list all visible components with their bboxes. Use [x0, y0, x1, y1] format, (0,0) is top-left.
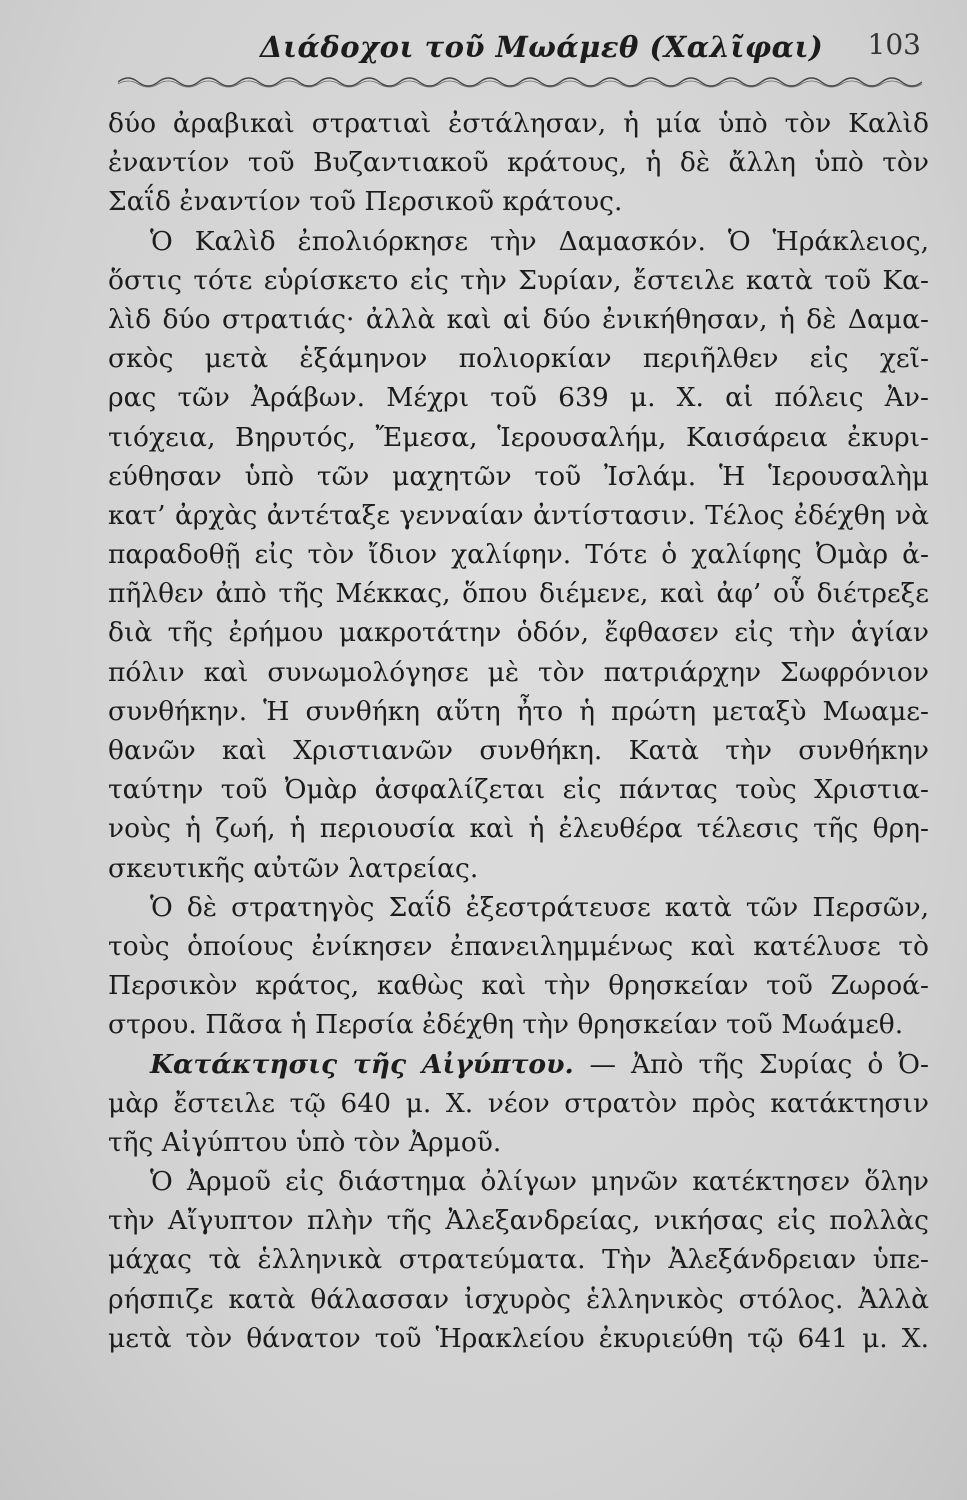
line-text: στρου. Πᾶσα ἡ Περσία ἐδέχθη τὴν θρησκείαν τοῦ Μωάμεθ.: [108, 1009, 904, 1041]
text-line: [108, 1123, 929, 1162]
line-text: μετὰ τὸν θάνατον τοῦ Ἡρακλείου ἐκυριεύθη τῷ 641 μ. Χ.: [108, 1322, 929, 1354]
text-line: [108, 1319, 929, 1358]
text-line: [108, 143, 929, 182]
text-line: [108, 653, 929, 692]
page-header: [110, 26, 927, 72]
text-line: [108, 1201, 929, 1240]
text-line: [108, 535, 929, 574]
line-text: σκευτικῆς αὐτῶν λατρείας.: [108, 852, 479, 884]
text-line: [108, 496, 929, 535]
text-line: [108, 104, 929, 143]
ornamental-rule: [118, 74, 922, 88]
line-text: μὰρ ἔστειλε τῷ 640 μ. Χ. νέον στρατὸν πρὸς κατάκτησιν: [108, 1087, 929, 1119]
text-line: [108, 1240, 929, 1279]
text-line: [108, 1280, 929, 1319]
line-text: παραδοθῇ εἰς τὸν ἴδιον χαλίφην. Τότε ὁ χαλίφης Ὀμὰρ ἀ-: [108, 539, 929, 571]
text-line: [108, 1005, 929, 1044]
text-line: [108, 378, 929, 417]
section-heading: Κατάκτησις τῆς Αἰγύπτου.: [150, 1048, 590, 1080]
text-line: [108, 613, 929, 652]
line-text: — Ἀπὸ τῆς Συρίας ὁ Ὀ-: [589, 1048, 929, 1080]
line-text: διὰ τῆς ἐρήμου μακροτάτην ὁδόν, ἔφθασεν εἰς τὴν ἁγίαν: [108, 617, 929, 649]
body-text: [108, 104, 929, 1358]
text-line: [108, 966, 929, 1005]
text-line: [108, 1162, 929, 1201]
text-line: [108, 692, 929, 731]
text-line: [108, 457, 929, 496]
text-line: [108, 1084, 929, 1123]
line-text: Περσικὸν κράτος, καθὼς καὶ τὴν θρησκείαν τοῦ Ζωροά-: [108, 970, 929, 1002]
line-text: ὅστις τότε εὑρίσκετο εἰς τὴν Συρίαν, ἔστειλε κατὰ τοῦ Κα-: [108, 264, 929, 296]
line-text: θανῶν καὶ Χριστιανῶν συνθήκη. Κατὰ τὴν συνθήκην: [108, 735, 929, 766]
text-line: [108, 731, 929, 770]
text-line: [108, 770, 929, 809]
line-text: Ὁ Καλὶδ ἐπολιόρκησε τὴν Δαμασκόν. Ὁ Ἡράκλειος,: [150, 225, 929, 257]
text-line: [108, 888, 929, 927]
line-text: Ὁ Ἀρμοῦ εἰς διάστημα ὀλίγων μηνῶν κατέκτησεν ὅλην: [150, 1166, 929, 1198]
line-text: ταύτην τοῦ Ὀμὰρ ἀσφαλίζεται εἰς πάντας τοὺς Χριστια-: [108, 774, 929, 806]
text-line: [108, 849, 929, 888]
text-line: [108, 1045, 929, 1084]
text-line: [108, 927, 929, 966]
text-line: [108, 182, 929, 221]
line-text: ρήσπιζε κατὰ θάλασσαν ἰσχυρὸς ἑλληνικὸς στόλος. Ἀλλὰ: [108, 1283, 929, 1315]
line-text: τοὺς ὁποίους ἐνίκησεν ἐπανειλημμένως καὶ κατέλυσε τὸ: [108, 930, 929, 962]
line-text: κατ’ ἀρχὰς ἀντέταξε γενναίαν ἀντίστασιν. Τέλος ἐδέχθη νὰ: [108, 499, 929, 531]
text-line: [108, 574, 929, 613]
line-text: ἐναντίον τοῦ Βυζαντιακοῦ κράτους, ἡ δὲ ἄλλη ὑπὸ τὸν: [108, 147, 929, 179]
line-text: δύο ἀραβικαὶ στρατιαὶ ἐστάλησαν, ἡ μία ὑπὸ τὸν Καλὶδ: [108, 108, 929, 139]
line-text: τιόχεια, Βηρυτός, Ἔμεσα, Ἱερουσαλήμ, Καισάρεια ἐκυρι-: [108, 421, 929, 453]
page-number: 103: [867, 28, 921, 61]
line-text: Σαΐδ ἐναντίον τοῦ Περσικοῦ κράτους.: [108, 186, 623, 218]
line-text: νοὺς ἡ ζωή, ἡ περιουσία καὶ ἡ ἐλευθέρα τέλεσις τῆς θρη-: [108, 813, 929, 845]
text-line: [108, 418, 929, 457]
line-text: εύθησαν ὑπὸ τῶν μαχητῶν τοῦ Ἰσλάμ. Ἡ Ἱερουσαλὴμ: [108, 460, 929, 492]
text-line: [108, 222, 929, 261]
line-text: ρας τῶν Ἀράβων. Μέχρι τοῦ 639 μ. Χ. αἱ πόλεις Ἀν-: [108, 382, 929, 414]
text-line: [108, 261, 929, 300]
text-line: [108, 809, 929, 848]
line-text: λὶδ δύο στρατιάς· ἀλλὰ καὶ αἱ δύο ἐνικήθησαν, ἡ δὲ Δαμα-: [108, 303, 929, 335]
line-text: συνθήκην. Ἡ συνθήκη αὕτη ἦτο ἡ πρώτη μεταξὺ Μωαμε-: [108, 695, 929, 727]
line-text: τῆς Αἰγύπτου ὑπὸ τὸν Ἀρμοῦ.: [108, 1126, 502, 1158]
line-text: μάχας τὰ ἑλληνικὰ στρατεύματα. Τὴν Ἀλεξάνδρειαν ὑπε-: [108, 1244, 929, 1276]
line-text: τὴν Αἴγυπτον πλὴν τῆς Ἀλεξανδρείας, νικήσας εἰς πολλὰς: [108, 1205, 929, 1237]
text-line: [108, 300, 929, 339]
line-text: σκὸς μετὰ ἑξάμηνον πολιορκίαν περιῆλθεν εἰς χεῖ-: [108, 343, 929, 375]
line-text: Ὁ δὲ στρατηγὸς Σαΐδ ἐξεστράτευσε κατὰ τῶν Περσῶν,: [150, 891, 929, 923]
line-text: πῆλθεν ἀπὸ τῆς Μέκκας, ὅπου διέμενε, καὶ ἀφ’ οὗ διέτρεξε: [108, 578, 929, 610]
running-title: Διάδοχοι τοῦ Μωάμεθ (Χαλῖφαι): [260, 30, 824, 64]
text-line: [108, 339, 929, 378]
line-text: πόλιν καὶ συνωμολόγησε μὲ τὸν πατριάρχην Σωφρόνιον: [108, 656, 929, 688]
